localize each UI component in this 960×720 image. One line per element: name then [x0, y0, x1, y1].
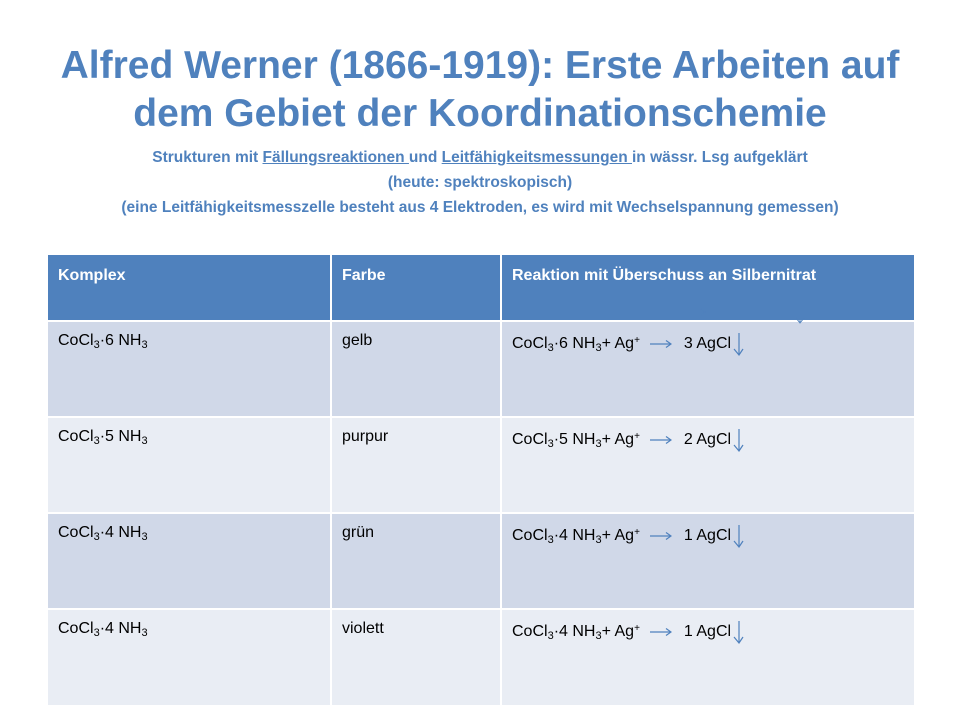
subtitle-text: und: [408, 149, 442, 166]
cell-farbe: gelb: [331, 321, 501, 417]
header-farbe: Farbe: [331, 255, 501, 321]
table-row: [48, 609, 914, 705]
cell-komplex: CoCl$_3$·5 $NH_3$: [48, 417, 331, 513]
reaction-arrow-icon: [650, 435, 672, 445]
cell-reaktion: CoCl$_3$·4 $NH_3+ Ag^+$ 1 AgCl: [501, 609, 914, 705]
cell-farbe: purpur: [331, 417, 501, 513]
cell-farbe: violett: [331, 609, 501, 705]
title-line-1: Alfred Werner (1866-1919): Erste Arbeiten auf: [60, 44, 900, 87]
table-row: [48, 321, 914, 417]
title-line-2: dem Gebiet der Koordinationschemie: [133, 92, 827, 135]
cell-reaktion: CoCl$_3$·5 $NH_3+ Ag^+$ 2 AgCl: [501, 417, 914, 513]
ghost-arrows-icon: [690, 300, 820, 324]
product-label: 3 AgCl: [683, 335, 732, 352]
cell-reaktion: CoCl$_3$·6 $NH_3+ Ag^+$ 3 AgCl: [501, 321, 914, 417]
precipitate-arrow-icon: [732, 620, 744, 644]
cell-komplex: CoCl$_3$·6 $NH_3$: [48, 321, 331, 417]
table-row: [48, 417, 914, 513]
link-leitfaehigkeitsmessungen[interactable]: Leitfähigkeitsmessungen: [441, 149, 632, 166]
cell-komplex: CoCl$_3$·4 $NH_3$: [48, 609, 331, 705]
header-reaktion: Reaktion mit Überschuss an Silbernitrat: [501, 255, 914, 321]
cell-reaktion: CoCl$_3$·4 $NH_3+ Ag^+$ 1 AgCl: [501, 513, 914, 609]
precipitate-arrow-icon: [732, 332, 744, 356]
table-row: [48, 513, 914, 609]
slide-title: [20, 42, 940, 138]
header-komplex: Komplex: [48, 255, 331, 321]
cell-farbe: grün: [331, 513, 501, 609]
slide-subtitle: [60, 145, 900, 220]
subtitle-line-3: (eine Leitfähigkeitsmesszelle besteht aus 4 Elektroden, es wird mit Wechselspannung gemessen): [121, 199, 839, 216]
subtitle-text: in wässr. Lsg aufgeklärt: [632, 149, 808, 166]
cell-komplex: CoCl$_3$·4 $NH_3$: [48, 513, 331, 609]
reaction-arrow-icon: [650, 531, 672, 541]
precipitate-arrow-icon: [732, 428, 744, 452]
reaction-arrow-icon: [650, 627, 672, 637]
reaction-arrow-icon: [650, 339, 672, 349]
product-label: 1 AgCl: [683, 527, 732, 544]
product-label: 1 AgCl: [683, 623, 732, 640]
subtitle-line-2: (heute: spektroskopisch): [387, 174, 573, 191]
subtitle-text: Strukturen mit: [152, 149, 263, 166]
product-label: 2 AgCl: [683, 431, 732, 448]
precipitate-arrow-icon: [732, 524, 744, 548]
link-faellungsreaktionen[interactable]: Fällungsreaktionen: [262, 149, 409, 166]
